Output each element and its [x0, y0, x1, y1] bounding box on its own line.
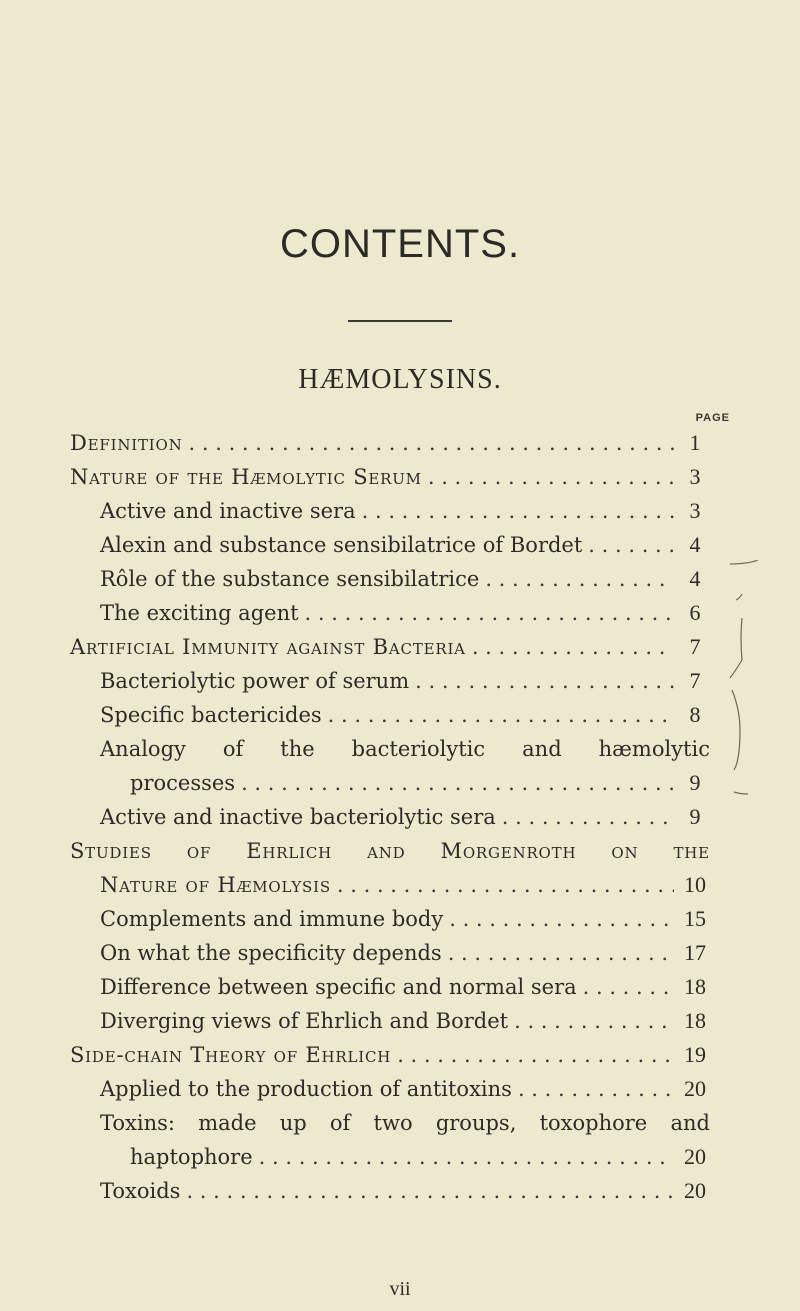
toc-entry: [70, 936, 710, 970]
toc-entry-word: the: [280, 737, 315, 761]
toc-page-number: 6: [689, 600, 701, 625]
leader-dots: [337, 868, 674, 902]
toc-entry-word: the: [673, 839, 710, 863]
toc-entry-text: Nature of the Hæmolytic Serum: [70, 465, 422, 489]
toc-entry-word: hæmolytic: [598, 737, 710, 761]
toc-entry-text: On what the specificity depends: [100, 941, 442, 965]
leader-dots: [415, 664, 674, 698]
table-of-contents: [70, 426, 710, 1208]
divider-rule: [348, 320, 452, 322]
toc-entry-word: toxophore: [539, 1111, 648, 1135]
toc-entry: [70, 494, 710, 528]
leader-dots: [448, 936, 674, 970]
page-column-label: PAGE: [695, 412, 730, 424]
toc-entry-text: The exciting agent: [100, 601, 299, 625]
toc-entry-word: of: [222, 737, 244, 761]
leader-dots: [259, 1140, 674, 1174]
toc-entry: [70, 1140, 710, 1174]
leader-dots: [449, 902, 674, 936]
toc-entry-word: up: [279, 1111, 307, 1135]
toc-page-number: 18: [684, 974, 706, 999]
toc-entry-word: Studies: [70, 839, 152, 863]
toc-entry-text: Active and inactive bacteriolytic sera: [100, 805, 496, 829]
toc-entry-word: made: [198, 1111, 257, 1135]
toc-entry-word: Morgenroth: [440, 839, 577, 863]
leader-dots: [485, 562, 674, 596]
leader-dots: [514, 1004, 674, 1038]
page-folio: vii: [389, 1278, 411, 1300]
leader-dots: [186, 1174, 674, 1208]
toc-entry-text: Bacteriolytic power of serum: [100, 669, 410, 693]
toc-entry-text: Side-chain Theory of Ehrlich: [70, 1043, 392, 1067]
toc-page-number: 19: [684, 1042, 706, 1067]
toc-entry-word: Toxins:: [100, 1111, 175, 1135]
leader-dots: [502, 800, 674, 834]
toc-page-number: 4: [689, 532, 701, 557]
leader-dots: [583, 970, 674, 1004]
page-title: CONTENTS.: [279, 222, 521, 266]
toc-entry-text: Artificial Immunity against Bacteria: [70, 635, 466, 659]
toc-entry-text: Complements and immune body: [100, 907, 444, 931]
leader-dots: [397, 1038, 674, 1072]
toc-entry: [70, 664, 710, 698]
toc-page-number: 7: [689, 634, 701, 659]
toc-entry-word: Ehrlich: [246, 839, 332, 863]
leader-dots: [189, 426, 674, 460]
toc-page-number: 3: [689, 498, 701, 523]
pencil-brace-mark: [728, 560, 768, 810]
toc-entry-text: Toxoids: [100, 1179, 181, 1203]
toc-entry-word: of: [186, 839, 212, 863]
toc-entry-line1: [70, 732, 710, 766]
toc-entry-text: haptophore: [130, 1145, 253, 1169]
toc-entry: [70, 698, 710, 732]
leader-dots: [328, 698, 674, 732]
toc-entry-word: and: [367, 839, 406, 863]
toc-entry-line1: [70, 1106, 710, 1140]
toc-entry: [70, 562, 710, 596]
toc-entry: [70, 902, 710, 936]
toc-entry-text: Rôle of the substance sensibilatrice: [100, 567, 480, 591]
leader-dots: [588, 528, 674, 562]
toc-entry-word: and: [670, 1111, 710, 1135]
toc-entry-word: groups,: [435, 1111, 517, 1135]
toc-page-number: 8: [689, 702, 701, 727]
toc-entry: [70, 766, 710, 800]
toc-page-number: 20: [684, 1076, 706, 1101]
toc-entry-text: Definition: [70, 431, 183, 455]
toc-entry: [70, 1174, 710, 1208]
leader-dots: [305, 596, 674, 630]
leader-dots: [362, 494, 674, 528]
toc-entry: [70, 596, 710, 630]
toc-page-number: 18: [684, 1008, 706, 1033]
toc-entry-text: Diverging views of Ehrlich and Bordet: [100, 1009, 509, 1033]
toc-page-number: 9: [689, 804, 701, 829]
toc-entry-word: two: [373, 1111, 413, 1135]
toc-entry: [70, 1072, 710, 1106]
toc-page-number: 20: [684, 1144, 706, 1169]
toc-entry-word: Analogy: [100, 737, 186, 761]
toc-entry: [70, 970, 710, 1004]
toc-page-number: 7: [689, 668, 701, 693]
toc-entry-text: Difference between specific and normal sera: [100, 975, 577, 999]
toc-entry-word: bacteriolytic: [351, 737, 486, 761]
toc-entry: [70, 528, 710, 562]
leader-dots: [428, 460, 674, 494]
toc-entry: [70, 426, 710, 460]
section-title: HÆMOLYSINS.: [298, 364, 502, 395]
toc-page-number: 9: [689, 770, 701, 795]
toc-page-number: 20: [684, 1178, 706, 1203]
toc-page-number: 15: [684, 906, 706, 931]
toc-entry: [70, 800, 710, 834]
toc-entry-text: Alexin and substance sensibilatrice of Bordet: [100, 533, 583, 557]
leader-dots: [518, 1072, 674, 1106]
leader-dots: [472, 630, 674, 664]
toc-entry-line1: [70, 834, 710, 868]
toc-entry-text: Applied to the production of antitoxins: [100, 1077, 512, 1101]
toc-entry: [70, 460, 710, 494]
toc-entry: [70, 1004, 710, 1038]
toc-entry-text: processes: [130, 771, 236, 795]
toc-entry: [70, 1038, 710, 1072]
toc-entry: [70, 868, 710, 902]
toc-entry-word: on: [611, 839, 639, 863]
toc-page-number: 17: [684, 940, 706, 965]
leader-dots: [241, 766, 674, 800]
toc-page-number: 4: [689, 566, 701, 591]
toc-entry: [70, 630, 710, 664]
toc-page-number: 10: [684, 872, 706, 897]
toc-entry-text: Nature of Hæmolysis: [100, 873, 331, 897]
toc-entry-word: of: [329, 1111, 351, 1135]
toc-page-number: 3: [689, 464, 701, 489]
toc-entry-text: Specific bactericides: [100, 703, 322, 727]
toc-entry-text: Active and inactive sera: [100, 499, 356, 523]
toc-entry-word: and: [522, 737, 562, 761]
toc-page-number: 1: [689, 430, 701, 455]
